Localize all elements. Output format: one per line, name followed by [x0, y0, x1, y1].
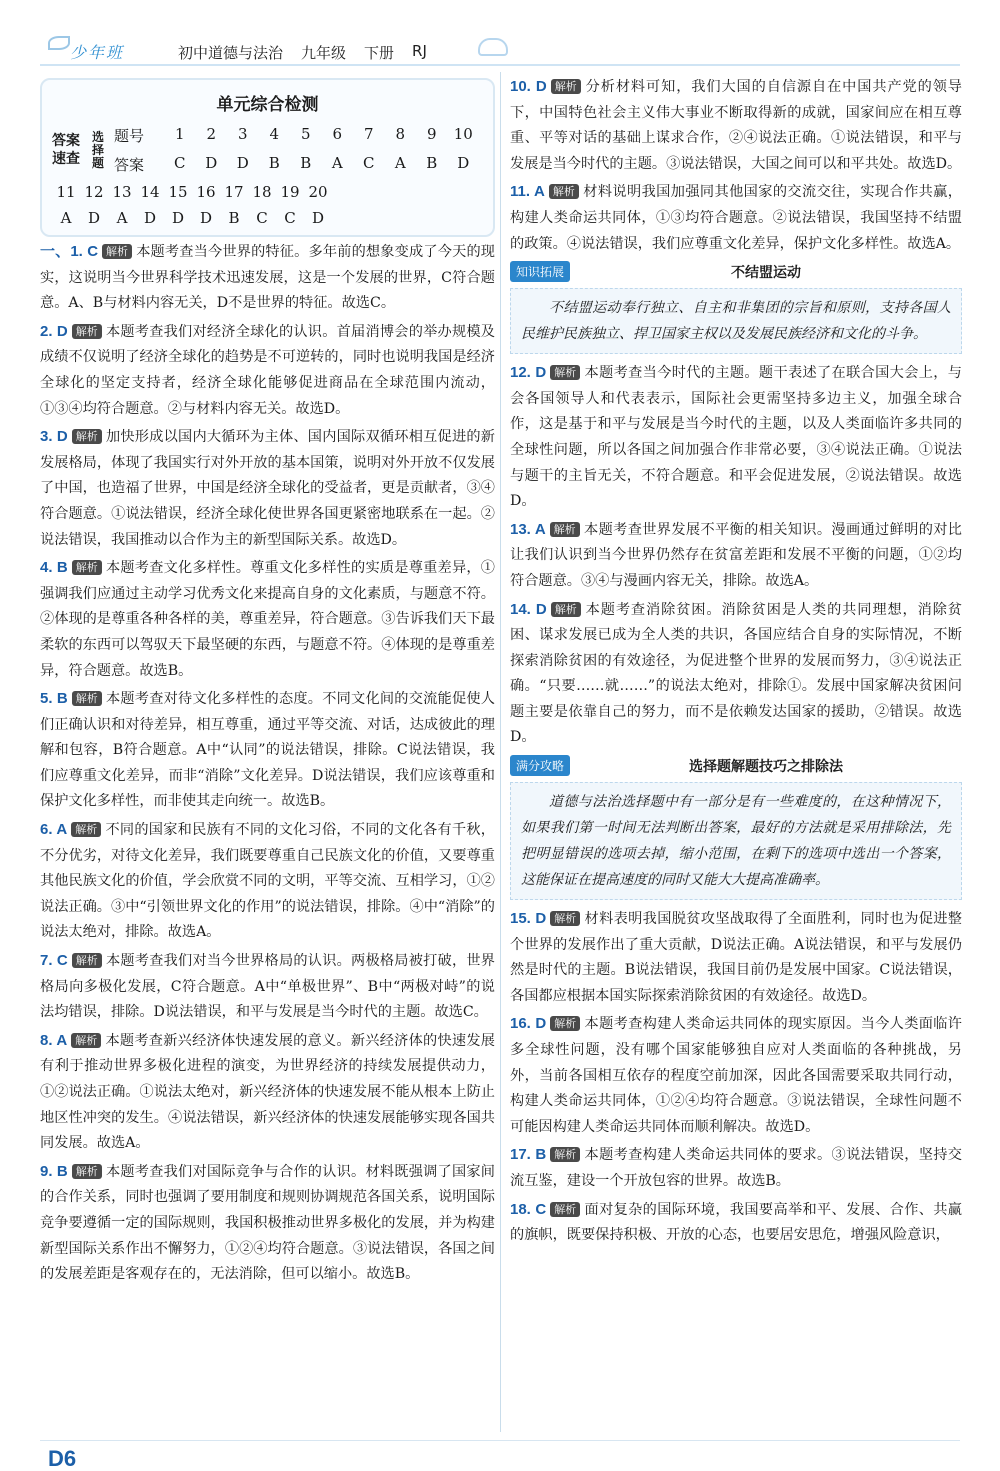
answer-cell: 10 — [453, 125, 473, 143]
subject: 初中道德与法治 — [178, 44, 284, 62]
analysis-tag: 解析 — [72, 324, 102, 339]
leaf-icon — [48, 36, 70, 50]
analysis-tag: 解析 — [72, 560, 102, 575]
explanation-text: 分析材料可知，我们大国的自信源自在中国共产党的领导下，中国特色社会主义伟大事业不断取得新的成就，国家间应在相互尊重、平等对话的基础上谋求合作，②④说法正确。①说法错误，和平与发展是当今时代的主题。③说法错误，大国之间可以和平共处。故选D。 — [510, 79, 962, 172]
analysis-tag: 解析 — [72, 429, 102, 444]
right-question-list-a — [510, 74, 962, 257]
analysis-tag: 解析 — [71, 1033, 101, 1048]
explanation-text: 本题考查消除贫困。消除贫困是人类的共同理想，消除贫困、谋求发展已成为全人类的共识，各国应结合自身的实际情况，不断探索消除贫困的有效途径，为促进整个世界的发展而努力，③④说法正确。“只要……就……”的说法太绝对，排除①。发展中国家解决贫困问题主要是依靠自己的努力，而不是依赖发达国家的援助，②错误。故选D。 — [510, 601, 962, 746]
question-explanation — [510, 597, 962, 752]
answer-cell: D — [171, 209, 185, 227]
answer-cell: D — [199, 209, 213, 227]
answer-cell: C — [174, 154, 186, 172]
row-label-number: 题号 — [114, 127, 145, 145]
answer-cell: 16 — [196, 183, 216, 201]
question-number: 16. D — [510, 1015, 547, 1033]
extension-badge: 知识拓展 — [510, 261, 570, 282]
choice-side-label: 选择题 — [92, 129, 105, 170]
question-explanation — [40, 555, 495, 684]
extension-title: 不结盟运动 — [731, 264, 801, 281]
header-rule — [40, 64, 960, 66]
answer-cell: 18 — [252, 183, 272, 201]
answer-cell: 1 — [174, 125, 185, 143]
question-explanation — [40, 686, 495, 815]
question-number: 4. B — [40, 559, 68, 577]
grade: 九年级 — [301, 44, 347, 62]
answer-cell: C — [363, 154, 375, 172]
question-explanation — [40, 817, 495, 946]
question-explanation — [510, 1142, 962, 1194]
answer-cells-2 — [52, 209, 483, 227]
answer-cell: A — [60, 209, 72, 227]
left-column — [40, 72, 495, 1288]
answer-cell: 7 — [363, 125, 374, 143]
right-column — [510, 72, 962, 1249]
question-number: 12. D — [510, 364, 547, 382]
question-number: 9. B — [40, 1162, 68, 1180]
explanation-text: 材料说明我国加强同其他国家的交流交往，实现合作共赢，构建人类命运共同体，①③均符合题意。②说法错误，我国坚持不结盟的政策。④说法错误，我们应尊重文化差异，保护文化多样性。故选A。 — [510, 184, 962, 252]
answer-cell: 15 — [168, 183, 188, 201]
analysis-tag: 解析 — [550, 1016, 580, 1031]
number-cells — [164, 125, 479, 146]
question-explanation — [510, 1011, 962, 1140]
analysis-tag: 解析 — [72, 691, 102, 706]
explanation-text: 本题考查我们对当今世界格局的认识。两极格局被打破，世界格局向多极化发展，C符合题意。A中“单极世界”、B中“两极对峙”的说法均错误，排除。D说法错误，和平与发展是当今时代的主题。故选C。 — [40, 953, 495, 1021]
question-explanation — [510, 1197, 962, 1249]
question-explanation — [40, 948, 495, 1026]
question-number: 10. D — [510, 78, 547, 95]
question-explanation — [510, 906, 962, 1009]
analysis-tag: 解析 — [102, 244, 132, 259]
answer-cell: D — [143, 209, 157, 227]
explanation-text: 本题考查世界发展不平衡的相关知识。漫画通过鲜明的对比让我们认识到当今世界仍然存在贫富差距和发展不平衡的问题，①②均符合题意。③④与漫画内容无关，排除。故选A。 — [510, 521, 962, 589]
explanation-text: 本题考查构建人类命运共同体的要求。③说法错误，坚持交流互鉴，建设一个开放包容的世界。故选B。 — [510, 1147, 962, 1189]
explanation-text: 本题考查我们对经济全球化的认识。首届消博会的举办规模及成绩不仅说明了经济全球化的趋势是不可逆转的，同时也说明我国是经济全球化的坚定支持者，经济全球化能够促进商品在全球范围内流动，①③④均符合题意。②与材料内容无关。故选D。 — [40, 323, 495, 417]
answer-cell: A — [116, 209, 128, 227]
strategy-body: 道德与法治选择题中有一部分是有一些难度的，在这种情况下，如果我们第一时间无法判断出答案，最好的方法就是采用排除法，先把明显错误的选项去掉，缩小范围，在剩下的选项中选出一个答案，这能保证在提高速度的同时又能大大提高准确率。 — [510, 782, 962, 900]
question-number: 一、1. C — [40, 243, 99, 260]
answer-cell: D — [236, 154, 249, 172]
answer-cell: D — [311, 209, 325, 227]
column-divider — [500, 72, 501, 1432]
answer-cell: 4 — [269, 125, 280, 143]
explanation-text: 材料表明我国脱贫攻坚战取得了全面胜利，同时也为促进整个世界的发展作出了重大贡献，D说法正确。A说法错误，和平与发展仍然是时代的主题。B说法错误，我国目前仍是发展中国家。C说法错误，各国都应根据本国实际探索消除贫困的有效途径。故选D。 — [510, 911, 962, 1004]
question-number: 5. B — [40, 690, 68, 708]
question-number: 11. A — [510, 183, 545, 201]
answer-cell: B — [300, 154, 312, 172]
explanation-text: 本题考查构建人类命运共同体的现实原因。当今人类面临许多全球性问题，没有哪个国家能够独自应对人类面临的各种挑战，另外，当前各国相互依存的程度空前加深，因此各国需要采取共同行动，构建人类命运共同体，①②④均符合题意。③说法错误，全球性问题不可能因构建人类命运共同体而顺利解决。故选D。 — [510, 1016, 962, 1135]
answer-cell: A — [394, 154, 406, 172]
right-question-list-c — [510, 906, 962, 1249]
question-explanation — [40, 1159, 495, 1288]
question-number: 3. D — [40, 428, 68, 446]
answer-cell: 19 — [280, 183, 300, 201]
right-question-list-b — [510, 360, 962, 751]
answer-cell: C — [284, 209, 296, 227]
question-explanation — [510, 360, 962, 515]
edition: RJ — [412, 42, 427, 60]
explanation-text: 本题考查当今时代的主题。题干表述了在联合国大会上，与会各国领导人和代表表示，国际社会更需坚持多边主义，加强全球合作，这是基于和平与发展是当今时代的主题，以及人类面临许多共同的全球性问题，所以各国之间加强合作非常必要，③④说法正确。①说法与题干的主旨无关，不符合题意。和平会促进发展，②说法错误。故选D。 — [510, 365, 962, 510]
answer-row-numbers — [52, 125, 483, 175]
question-number: 18. C — [510, 1200, 547, 1218]
analysis-tag: 解析 — [550, 522, 580, 537]
explanation-text: 不同的国家和民族有不同的文化习俗，不同的文化各有千秋，不分优劣，对待文化差异，我们既要尊重自己民族文化的价值，又要尊重其他民族文化的价值，学会欣赏不同的文明，平等交流、互相学习，①②说法正确。③中“引领世界文化的作用”的说法错误，排除。④中“消除”的说法太绝对，排除。故选A。 — [40, 822, 495, 941]
answer-box-title: 单元综合检测 — [216, 95, 319, 115]
explanation-text: 加快形成以国内大循环为主体、国内国际双循环相互促进的新发展格局，体现了我国实行对外开放的基本国策，说明对外开放不仅发展了中国，也造福了世界，中国是经济全球化的受益者，更是贡献者，③④符合题意。①说法错误，经济全球化使世界各国更紧密地联系在一起。②说法错误，我国推动以合作为主的新型国际关系。故选D。 — [40, 429, 495, 548]
analysis-tag: 解析 — [551, 79, 581, 94]
analysis-tag: 解析 — [551, 602, 581, 617]
answer-cells — [164, 154, 479, 175]
answer-cell: D — [205, 154, 218, 172]
analysis-tag: 解析 — [549, 184, 579, 199]
question-number: 2. D — [40, 322, 68, 340]
question-number: 17. B — [510, 1146, 547, 1164]
explanation-text: 本题考查文化多样性。尊重文化多样性的实质是尊重差异，①强调我们应通过主动学习优秀文化来提高自身的文化素质，与题意不符。②体现的是尊重各种各样的美，尊重差异，符合题意。③告诉我们天下最柔软的东西可以驾驭天下最坚硬的东西，与题意不符。④体现的是尊重差异，符合题意。故选B。 — [40, 560, 495, 679]
analysis-tag: 解析 — [550, 1202, 580, 1217]
answer-cell: D — [457, 154, 470, 172]
question-explanation — [40, 319, 495, 422]
explanation-text: 本题考查我们对国际竞争与合作的认识。材料既强调了国家间的合作关系，同时也强调了要用制度和规则协调规范各国关系，说明国际竞争要遵循一定的国际规则，我国积极推动世界多极化的发展，并为构建新型国际关系作出不懈努力，①②④均符合题意。③说法错误，各国之间的发展差距是客观存在的，无法消除，但可以缩小。故选B。 — [40, 1163, 495, 1283]
answer-cell: 8 — [395, 125, 406, 143]
question-number: 8. A — [40, 1031, 68, 1049]
answer-cell: A — [331, 154, 343, 172]
question-number: 15. D — [510, 910, 547, 928]
explanation-text: 面对复杂的国际环境，我国要高举和平、发展、合作、共赢的旗帜，既要保持积极、开放的心态，也要居安思危，增强风险意识， — [510, 1201, 962, 1244]
volume: 下册 — [364, 44, 395, 62]
answer-cell: 12 — [84, 183, 104, 201]
question-explanation — [40, 1028, 495, 1157]
answer-cell: C — [256, 209, 268, 227]
analysis-tag: 解析 — [550, 1147, 580, 1162]
answer-cell: 3 — [237, 125, 248, 143]
answer-cell: B — [426, 154, 438, 172]
answer-cell: B — [268, 154, 280, 172]
cloud-icon — [478, 38, 508, 56]
question-number: 13. A — [510, 520, 546, 538]
explanation-text: 本题考查对待文化多样性的态度。不同文化间的交流能促使人们正确认识和对待差异，相互尊重，通过平等交流、对话，达成彼此的理解和包容，B符合题意。A中“认同”的说法错误，排除。C说法错误，我们应尊重文化差异，而非“消除”文化差异。D说法错误，我们应该尊重和保护文化多样性，而非使其走向统一。故选B。 — [40, 691, 495, 810]
analysis-tag: 解析 — [71, 822, 101, 837]
page-header — [0, 0, 1000, 62]
question-number: 14. D — [510, 600, 547, 618]
knowledge-extension — [510, 261, 962, 354]
question-number: 7. C — [40, 952, 68, 970]
answer-cell: D — [87, 209, 101, 227]
book-meta — [178, 42, 427, 63]
answer-cell: 20 — [308, 183, 328, 201]
analysis-tag: 解析 — [72, 953, 102, 968]
analysis-tag: 解析 — [72, 1164, 102, 1179]
question-explanation — [510, 74, 962, 177]
answer-summary-box — [40, 78, 495, 237]
answer-cell: 13 — [112, 183, 132, 201]
page-number: D6 — [48, 1446, 77, 1471]
answer-cell: 9 — [426, 125, 437, 143]
strategy-box — [510, 755, 962, 900]
question-explanation — [510, 179, 962, 257]
footer-rule — [40, 1440, 960, 1441]
left-question-list — [40, 239, 495, 1288]
answer-cell: 5 — [300, 125, 311, 143]
answer-cell: 6 — [332, 125, 343, 143]
strategy-title: 选择题解题技巧之排除法 — [689, 758, 843, 775]
question-explanation — [510, 517, 962, 595]
answer-cell: B — [228, 209, 240, 227]
question-explanation — [40, 239, 495, 317]
question-explanation — [40, 424, 495, 553]
answer-cell: 2 — [206, 125, 217, 143]
analysis-tag: 解析 — [550, 365, 580, 380]
answer-side-label: 答案速查 — [52, 133, 80, 167]
strategy-badge: 满分攻略 — [510, 755, 570, 776]
explanation-text: 本题考查当今世界的特征。多年前的想象变成了今天的现实，这说明当今世界科学技术迅速发展，这是一个发展的世界，C符合题意。A、B与材料内容无关，D不是世界的特征。故选C。 — [40, 244, 495, 312]
number-cells-2 — [52, 183, 483, 201]
analysis-tag: 解析 — [550, 911, 580, 926]
explanation-text: 本题考查新兴经济体快速发展的意义。新兴经济体的快速发展有利于推动世界多极化进程的演变，为世界经济的持续发展提供动力，①②说法正确。①说法太绝对，新兴经济体的快速发展不能从根本上防止地区性冲突的发生。④说法错误，新兴经济体的快速发展能够实现各国共同发展。故选A。 — [40, 1032, 495, 1152]
brand-logo: 少年班 — [70, 43, 125, 62]
answer-cell: 14 — [140, 183, 160, 201]
row-label-answer: 答案 — [114, 156, 145, 174]
answer-cell: 17 — [224, 183, 244, 201]
answer-cell: 11 — [56, 183, 76, 201]
extension-body: 不结盟运动奉行独立、自主和非集团的宗旨和原则，支持各国人民维护民族独立、捍卫国家主权以及发展民族经济和文化的斗争。 — [510, 288, 962, 354]
question-number: 6. A — [40, 821, 68, 839]
